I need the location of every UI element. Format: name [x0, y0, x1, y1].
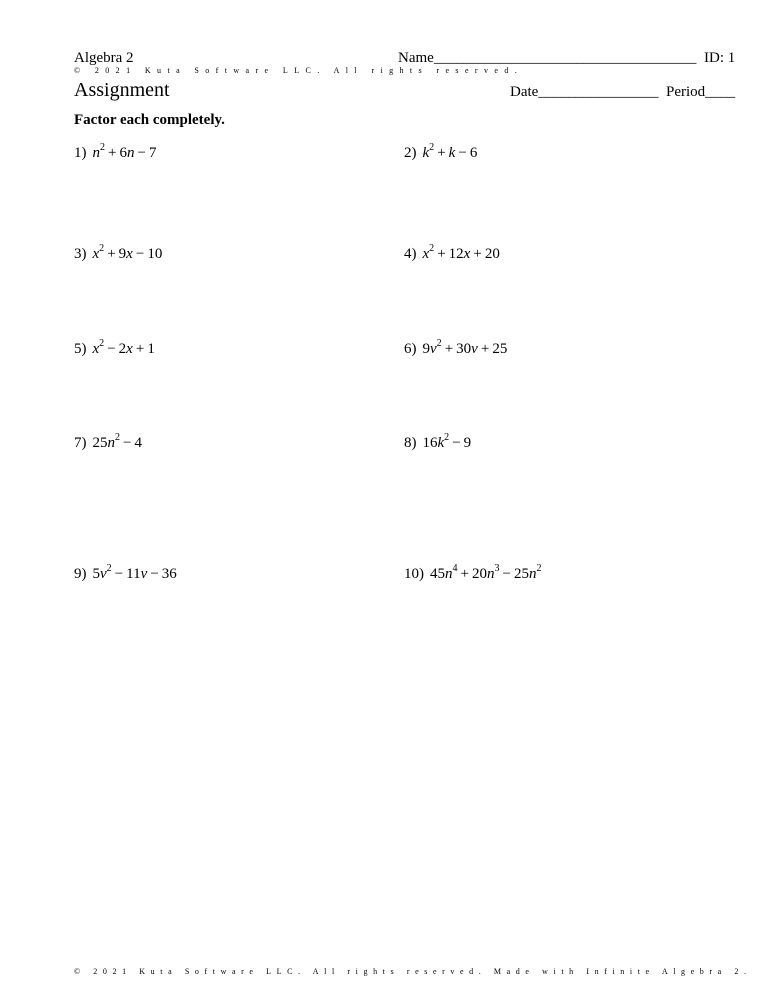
- name-field-label: Name___________________________________: [398, 50, 697, 66]
- problem-expression: $x^2 + 9x - 10$: [92, 243, 163, 262]
- problem-expression: $k^2 + k - 6$: [422, 142, 478, 161]
- problem-8: [404, 432, 472, 452]
- problem-5: [74, 338, 155, 358]
- problem-number: 9): [74, 566, 87, 582]
- problem-expression: $9v^2 + 30v + 25$: [422, 338, 508, 357]
- problem-expression: $x^2 - 2x + 1$: [92, 338, 155, 357]
- problem-expression: $5v^2 - 11v - 36$: [92, 563, 177, 582]
- problem-7: [74, 432, 142, 452]
- problem-number: 3): [74, 246, 87, 262]
- instructions: Factor each completely.: [74, 112, 225, 128]
- problem-number: 1): [74, 145, 87, 161]
- worksheet-id: ID: 1: [704, 50, 736, 66]
- problem-number: 7): [74, 435, 87, 451]
- problem-9: [74, 563, 177, 583]
- problem-4: [404, 243, 500, 263]
- copyright-header: © 2021 Kuta Software LLC. All rights reserved.: [74, 66, 524, 75]
- course-name: Algebra 2: [74, 50, 134, 66]
- problem-expression: $45n^4 + 20n^3 - 25n^2$: [430, 563, 542, 582]
- worksheet-title: Assignment: [74, 79, 170, 101]
- problem-number: 8): [404, 435, 417, 451]
- problem-number: 6): [404, 341, 417, 357]
- problem-expression: $16k^2 - 9$: [422, 432, 472, 451]
- date-field-label: Date________________: [510, 84, 659, 100]
- copyright-footer: © 2021 Kuta Software LLC. All rights reserved. Made with Infinite Algebra 2.: [74, 967, 752, 976]
- problem-10: [404, 563, 542, 583]
- problem-number: 5): [74, 341, 87, 357]
- period-field-label: Period____: [666, 84, 736, 100]
- problem-6: [404, 338, 508, 358]
- problem-expression: $n^2 + 6n - 7$: [92, 142, 157, 161]
- problem-1: [74, 142, 157, 162]
- problem-number: 2): [404, 145, 417, 161]
- problem-expression: $25n^2 - 4$: [92, 432, 142, 451]
- problem-2: [404, 142, 478, 162]
- problem-number: 4): [404, 246, 417, 262]
- problem-expression: $x^2 + 12x + 20$: [422, 243, 500, 262]
- problem-3: [74, 243, 163, 263]
- problem-number: 10): [404, 566, 424, 582]
